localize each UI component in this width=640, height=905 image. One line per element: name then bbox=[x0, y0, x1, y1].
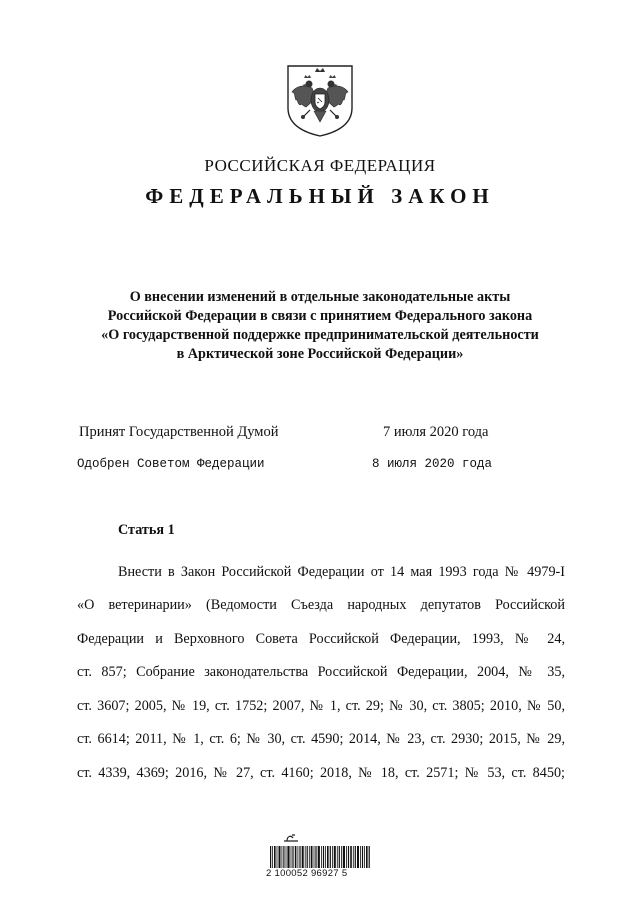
law-title-line: О внесении изменений в отдельные законодательные акты bbox=[129, 289, 511, 305]
article-text-line: ст. 4339, 4369; 2016, № 27, ст. 4160; 2018, № 18, ст. 2571; № 53, ст. 8450; bbox=[77, 765, 565, 781]
council-approval-label: Одобрен Советом Федерации bbox=[77, 457, 265, 471]
article-text-line: ст. 6614; 2011, № 1, ст. 6; № 30, ст. 4590; 2014, № 23, ст. 2930; 2015, № 29, bbox=[77, 731, 565, 747]
article-text-line: Федерации и Верховного Совета Российской Федерации, 1993, № 24, bbox=[77, 631, 565, 647]
article-text-line: «О ветеринарии» (Ведомости Съезда народных депутатов Российской bbox=[77, 597, 565, 613]
law-title-line: Российской Федерации в связи с принятием Федерального закона bbox=[107, 308, 533, 324]
law-title bbox=[60, 288, 580, 364]
country-name: РОССИЙСКАЯ ФЕДЕРАЦИЯ bbox=[204, 156, 436, 175]
duma-adoption-date: 7 июля 2020 года bbox=[383, 424, 489, 440]
article-text-line: Внести в Закон Российской Федерации от 14 мая 1993 года № 4979-I bbox=[118, 564, 565, 580]
barcode-icon bbox=[270, 846, 370, 868]
law-title-line: «О государственной поддержке предпринимательской деятельности bbox=[101, 327, 539, 343]
barcode-number: 2 100052 96927 5 bbox=[266, 868, 348, 879]
registration-mark-icon bbox=[283, 833, 299, 843]
law-title-line: в Арктической зоне Российской Федерации» bbox=[176, 346, 464, 362]
article-text-line: ст. 3607; 2005, № 19, ст. 1752; 2007, № 1, ст. 29; № 30, ст. 3805; 2010, № 50, bbox=[77, 698, 565, 714]
article-text-line: ст. 857; Собрание законодательства Российской Федерации, 2004, № 35, bbox=[77, 664, 565, 680]
article-heading: Статья 1 bbox=[118, 522, 175, 538]
coat-of-arms-icon bbox=[282, 62, 358, 138]
duma-adoption-label: Принят Государственной Думой bbox=[79, 424, 279, 440]
document-type: ФЕДЕРАЛЬНЫЙ ЗАКОН bbox=[145, 184, 495, 208]
council-approval-date: 8 июля 2020 года bbox=[372, 457, 493, 471]
